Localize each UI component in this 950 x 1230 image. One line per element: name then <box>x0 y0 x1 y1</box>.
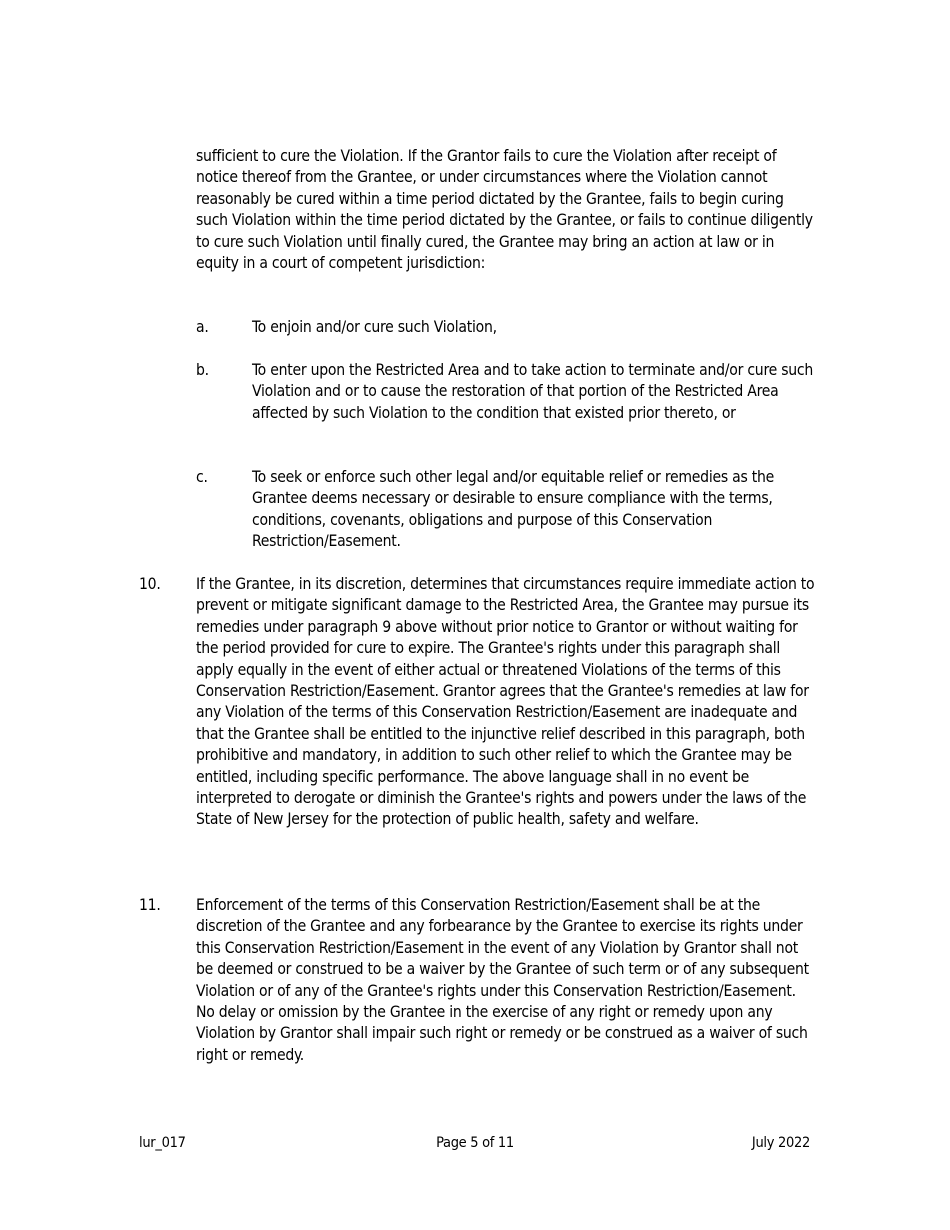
footer-page-number: Page 5 of 11 <box>436 1135 514 1151</box>
footer-doc-id: lur_017 <box>139 1135 186 1151</box>
subitem-label: c. <box>196 468 208 486</box>
subitem-text: To enter upon the Restricted Area and to take action to terminate and/or cure such Violation and or to cause the restoration of that portion of the Restricted Area affected by such Violation to the condition that existed prior thereto, or <box>252 361 814 422</box>
intro-paragraph: sufficient to cure the Violation. If the Grantor fails to cure the Violation after receipt of notice thereof from the Grantee, or under circumstances where the Violation cannot reasonably be cured within a time period dictated by the Grantee, fails to begin curing such Violation within the time period dictated by the Grantee, or fails to continue diligently to cure such Violation until finally cured, the Grantee may bring an action at law or in equity in a court of competent jurisdiction: <box>196 147 813 273</box>
paragraph-number: 10. <box>139 575 161 593</box>
paragraph-number: 11. <box>139 896 161 914</box>
subitem-text: To seek or enforce such other legal and/or equitable relief or remedies as the Grantee deems necessary or desirable to ensure compliance with the terms, conditions, covenants, obligations and purpose of this Conservation Restriction/Easement. <box>252 468 775 551</box>
subitem-label: a. <box>196 318 209 336</box>
paragraph-text: If the Grantee, in its discretion, determines that circumstances require immediate action to prevent or mitigate significant damage to the Restricted Area, the Grantee may pursue its remedies under paragraph 9 above without prior notice to Grantor or without waiting for the period provided for cure to expire. The Grantee's rights under this paragraph shall apply equally in the event of either actual or threatened Violations of the terms of this Conservation Restriction/Easement. Grantor agrees that the Grantee's remedies at law for any Violation of the terms of this Conservation Restriction/Easement are inadequate and that the Grantee shall be entitled to the injunctive relief described in this paragraph, both prohibitive and mandatory, in addition to such other relief to which the Grantee may be entitled, including specific performance. The above language shall in no event be interpreted to derogate or diminish the Grantee's rights and powers under the laws of the State of New Jersey for the protection of public health, safety and welfare. <box>196 575 815 829</box>
subitem-text: To enjoin and/or cure such Violation, <box>252 318 497 336</box>
subitem-label: b. <box>196 361 209 379</box>
paragraph-text: Enforcement of the terms of this Conservation Restriction/Easement shall be at the discretion of the Grantee and any forbearance by the Grantee to exercise its rights under this Conservation Restriction/Easement in the event of any Violation by Grantor shall not be deemed or construed to be a waiver by the Grantee of such term or of any subsequent Violation or of any of the Grantee's rights under this Conservation Restriction/Easement. No delay or omission by the Grantee in the exercise of any right or remedy upon any Violation by Grantor shall impair such right or remedy or be construed as a waiver of such right or remedy. <box>196 896 809 1064</box>
footer-date: July 2022 <box>751 1135 810 1151</box>
